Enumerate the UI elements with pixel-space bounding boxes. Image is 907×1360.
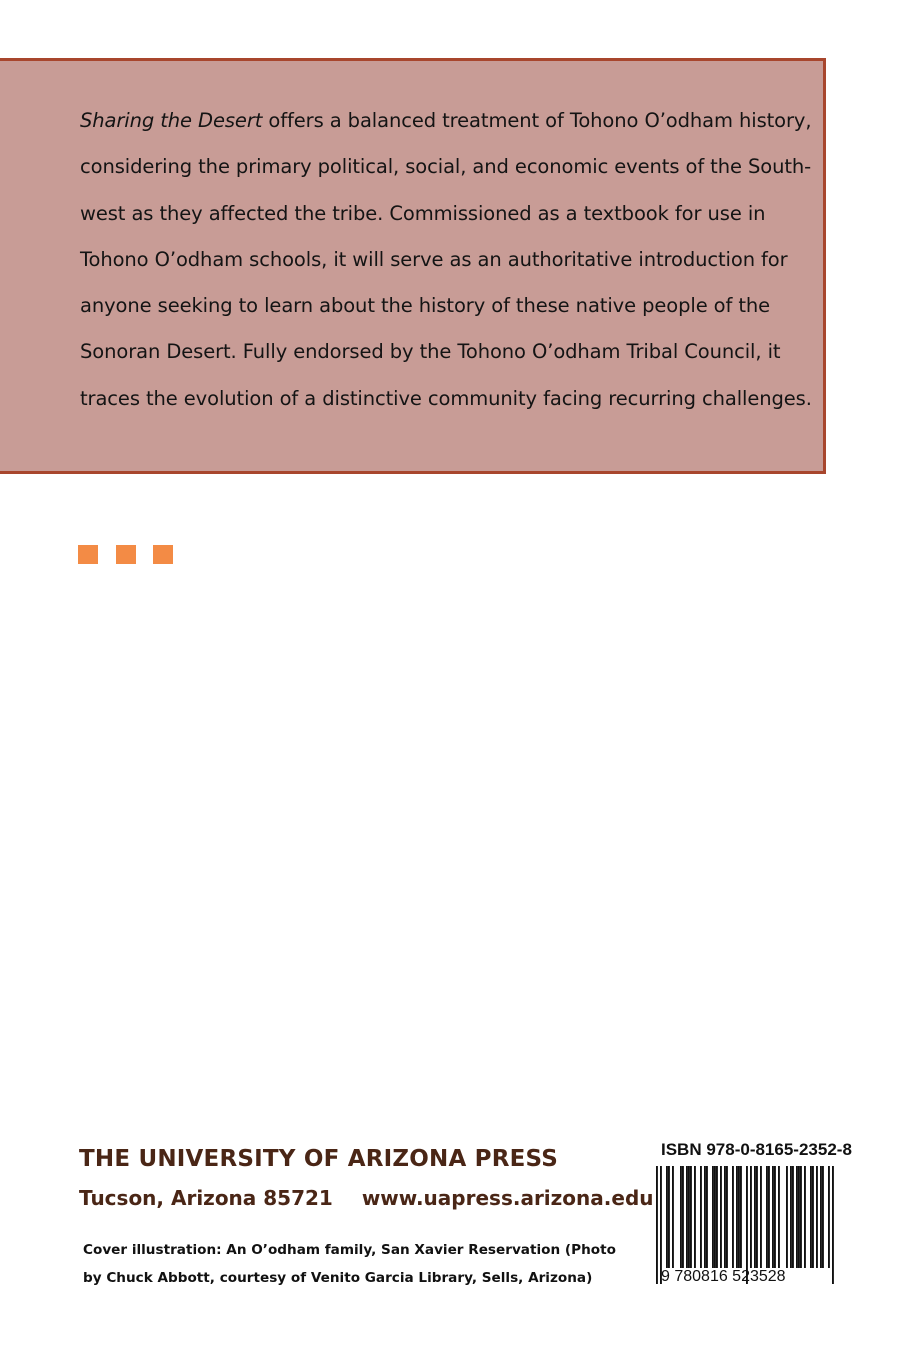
barcode-bar xyxy=(714,1166,716,1268)
barcode-bar xyxy=(766,1166,768,1268)
blurb-line: Sonoran Desert. Fully endorsed by the Tohono O’odham Tribal Council, it xyxy=(80,340,781,364)
barcode-bar xyxy=(778,1166,780,1268)
barcode-bar xyxy=(694,1166,696,1268)
barcode-bar xyxy=(666,1166,668,1268)
barcode-bar xyxy=(688,1166,690,1268)
barcode-digits: 9 780816 523528 xyxy=(661,1268,786,1285)
barcode-bar xyxy=(716,1166,718,1268)
blurb-line: west as they affected the tribe. Commissioned as a textbook for use in xyxy=(80,201,766,225)
barcode-bar xyxy=(804,1166,806,1268)
barcode-bar xyxy=(740,1166,742,1268)
barcode-bar xyxy=(796,1166,798,1268)
barcode-bar xyxy=(772,1166,774,1268)
barcode-bar xyxy=(724,1166,726,1268)
square-dot-icon xyxy=(78,545,98,564)
barcode-bar xyxy=(812,1166,814,1268)
barcode-bar xyxy=(726,1166,728,1268)
square-dot-icon xyxy=(116,545,136,564)
barcode-bar xyxy=(746,1166,748,1284)
square-dot-icon xyxy=(153,545,173,564)
barcode-bar xyxy=(706,1166,708,1268)
credit-line: Cover illustration: An O’odham family, San Xavier Reservation (Photo xyxy=(83,1242,616,1258)
blurb-line: anyone seeking to learn about the history of these native people of the xyxy=(80,294,771,318)
blurb-line: considering the primary political, social, and economic events of the South- xyxy=(80,155,812,179)
barcode-bar xyxy=(810,1166,812,1268)
barcode-bar xyxy=(754,1166,756,1268)
publisher-address xyxy=(79,1186,654,1210)
publisher-website: www.uapress.arizona.edu xyxy=(361,1186,654,1210)
barcode-bar xyxy=(786,1166,788,1268)
barcode-bar xyxy=(800,1166,802,1268)
cover-credit xyxy=(83,1236,616,1292)
barcode-bar xyxy=(682,1166,684,1268)
barcode-bar xyxy=(828,1166,830,1268)
barcode-bar xyxy=(822,1166,824,1268)
barcode-bar xyxy=(768,1166,770,1268)
barcode-bar xyxy=(832,1166,834,1284)
barcode-bar xyxy=(704,1166,706,1268)
barcode-bar xyxy=(774,1166,776,1268)
barcode-bar xyxy=(750,1166,752,1268)
barcode-bar xyxy=(820,1166,822,1268)
blurb-text xyxy=(80,98,812,422)
barcode-bar xyxy=(760,1166,762,1268)
barcode-bar xyxy=(680,1166,682,1268)
barcode-bar xyxy=(756,1166,758,1268)
barcode-bar xyxy=(816,1166,818,1268)
barcode-bar xyxy=(700,1166,702,1268)
barcode-bar xyxy=(720,1166,722,1268)
barcode-bar xyxy=(790,1166,792,1268)
barcode-bar xyxy=(690,1166,692,1268)
barcode-bar xyxy=(686,1166,688,1268)
blurb-line: traces the evolution of a distinctive community facing recurring challenges. xyxy=(80,386,812,410)
blurb-line: Tohono O’odham schools, it will serve as an authoritative introduction for xyxy=(80,247,788,271)
barcode-bar xyxy=(792,1166,794,1268)
barcode-bar xyxy=(736,1166,738,1268)
barcode-bar xyxy=(668,1166,670,1268)
book-title: Sharing the Desert xyxy=(80,109,263,132)
barcode-bar xyxy=(798,1166,800,1268)
credit-line: by Chuck Abbott, courtesy of Venito Garcia Library, Sells, Arizona) xyxy=(83,1270,593,1286)
isbn-label: ISBN 978-0-8165-2352-8 xyxy=(661,1140,852,1159)
barcode-bar xyxy=(712,1166,714,1268)
blurb-line: Sharing the Desert offers a balanced treatment of Tohono O’odham history, xyxy=(80,109,812,132)
barcode-bar xyxy=(738,1166,740,1268)
barcode-bar xyxy=(732,1166,734,1268)
publisher-city: Tucson, Arizona 85721 xyxy=(79,1186,333,1210)
barcode-bar xyxy=(660,1166,662,1284)
barcode-bar xyxy=(672,1166,674,1268)
publisher-name: THE UNIVERSITY OF ARIZONA PRESS xyxy=(79,1146,559,1172)
barcode-bar xyxy=(656,1166,658,1284)
